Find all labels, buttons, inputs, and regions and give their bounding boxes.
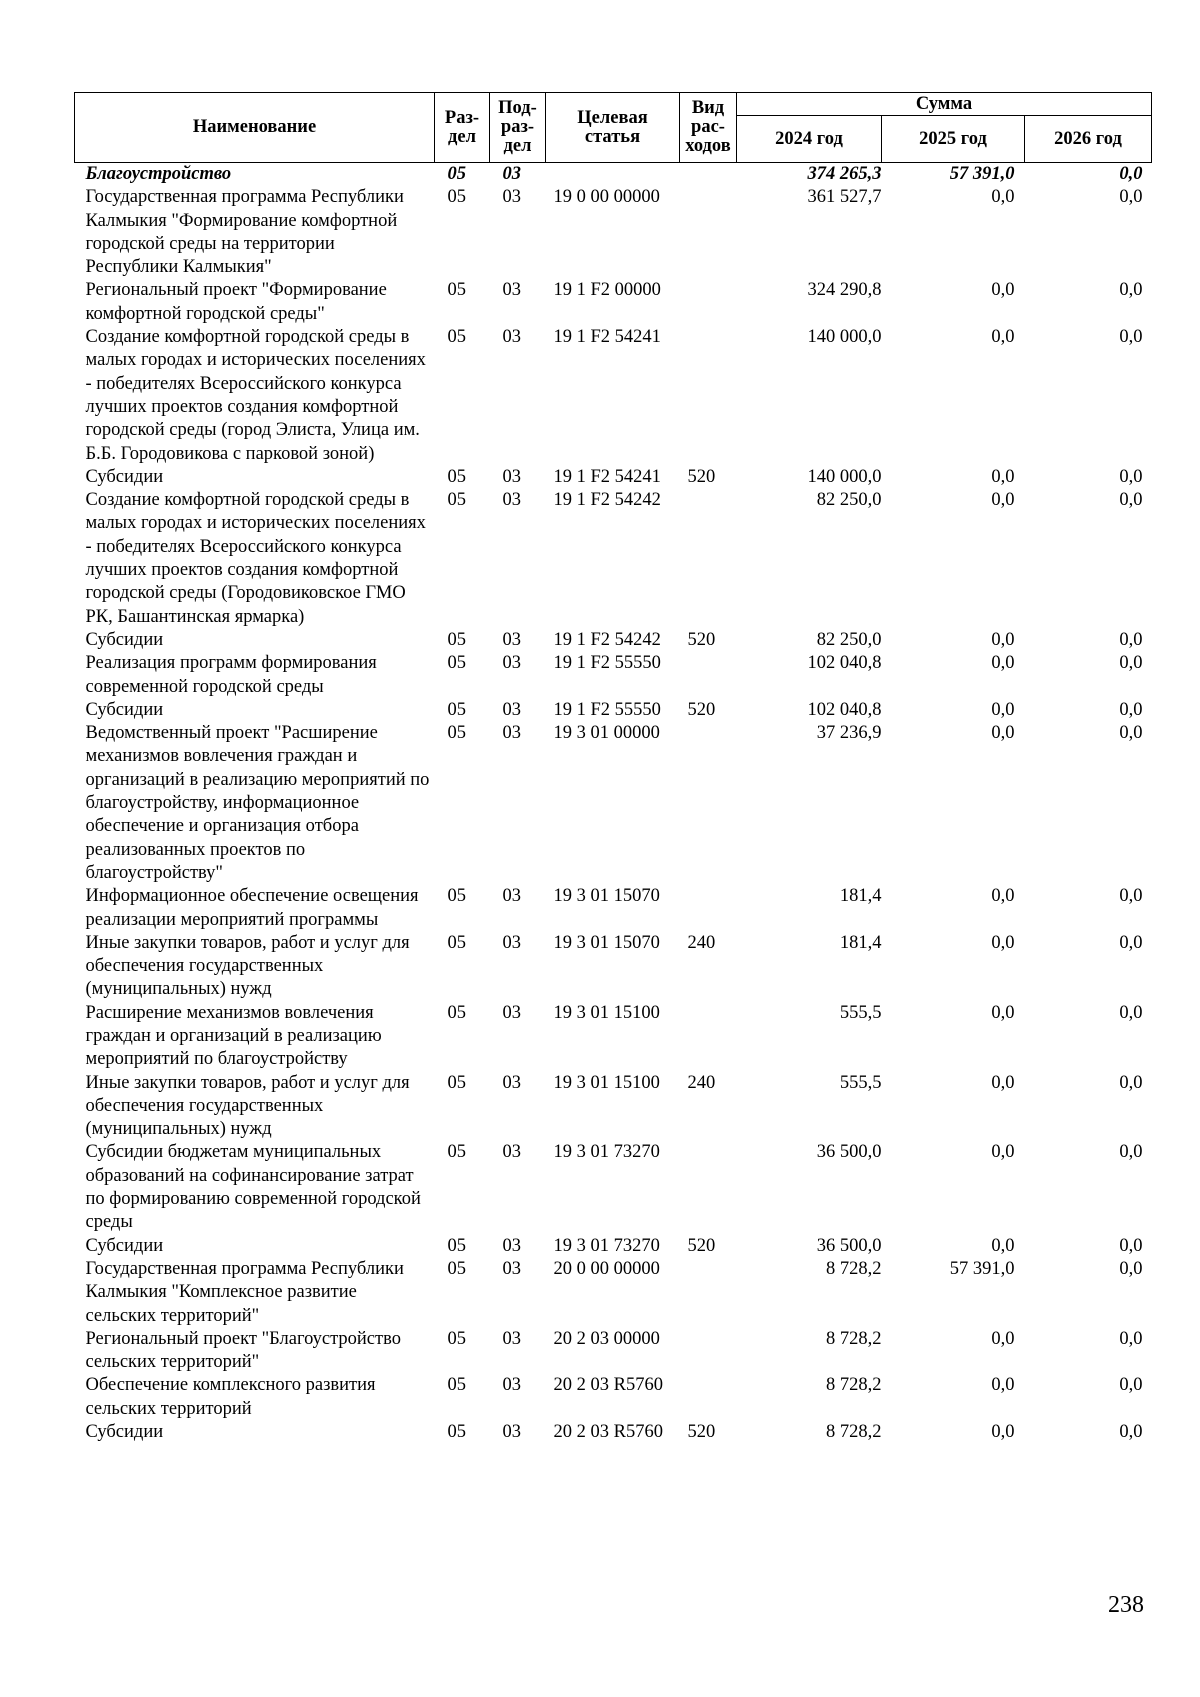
row-amount-2024: 37 236,9 bbox=[816, 723, 882, 744]
row-vid bbox=[680, 652, 737, 699]
row-name: Субсидии бюджетам муниципальных образований на софинансирование затрат по формированию современной городской среды bbox=[85, 1142, 421, 1233]
row-razdel: 05 bbox=[447, 1142, 466, 1163]
row-podrazdel: 03 bbox=[502, 1375, 521, 1396]
header-summa: Сумма bbox=[737, 93, 1152, 116]
row-razdel: 05 bbox=[447, 280, 466, 301]
row-razdel: 05 bbox=[447, 1072, 466, 1093]
section-row bbox=[75, 163, 1152, 187]
row-vid: 520 bbox=[687, 1235, 716, 1256]
table-row bbox=[75, 279, 1152, 326]
row-vid bbox=[680, 722, 737, 885]
row-podrazdel: 03 bbox=[502, 1235, 521, 1256]
row-statya: 19 1 F2 54242 bbox=[553, 490, 661, 511]
header-statya: Целевая статья bbox=[546, 93, 680, 163]
row-name: Обеспечение комплексного развития сельских территорий bbox=[85, 1375, 376, 1419]
row-podrazdel: 03 bbox=[502, 629, 521, 650]
row-statya: 19 3 01 73270 bbox=[553, 1142, 660, 1163]
row-amount-2026: 0,0 bbox=[1119, 886, 1143, 907]
header-podrazdel: Под- раз- дел bbox=[490, 93, 546, 163]
row-vid bbox=[680, 1258, 737, 1328]
row-amount-2026: 0,0 bbox=[1119, 723, 1143, 744]
row-razdel: 05 bbox=[447, 1375, 466, 1396]
row-vid bbox=[680, 186, 737, 279]
row-amount-2024: 8 728,2 bbox=[826, 1375, 882, 1396]
row-razdel: 05 bbox=[447, 653, 466, 674]
row-statya: 19 3 01 00000 bbox=[553, 723, 660, 744]
row-name: Информационное обеспечение освещения реализации мероприятий программы bbox=[85, 886, 419, 930]
table-header bbox=[75, 93, 1152, 163]
row-amount-2024: 181,4 bbox=[839, 932, 882, 953]
row-amount-2026: 0,0 bbox=[1119, 1258, 1143, 1279]
row-razdel: 05 bbox=[447, 1422, 466, 1443]
row-razdel: 05 bbox=[447, 1002, 466, 1023]
row-podrazdel: 03 bbox=[502, 187, 521, 208]
row-name: Расширение механизмов вовлечения граждан и организаций в реализацию мероприятий по благоустройству bbox=[85, 1002, 382, 1070]
row-amount-2026: 0,0 bbox=[1119, 1002, 1143, 1023]
row-amount-2025: 0,0 bbox=[991, 932, 1015, 953]
row-amount-2025: 0,0 bbox=[991, 466, 1015, 487]
row-podrazdel: 03 bbox=[502, 723, 521, 744]
row-podrazdel: 03 bbox=[502, 1258, 521, 1279]
row-vid: 240 bbox=[687, 1072, 716, 1093]
row-amount-2026: 0,0 bbox=[1119, 1328, 1143, 1349]
row-razdel: 05 bbox=[447, 699, 466, 720]
row-amount-2024: 102 040,8 bbox=[807, 653, 882, 674]
row-amount-2025: 0,0 bbox=[991, 1142, 1015, 1163]
row-amount-2026: 0,0 bbox=[1119, 466, 1143, 487]
row-amount-2025: 0,0 bbox=[991, 490, 1015, 511]
row-statya: 19 1 F2 00000 bbox=[553, 280, 661, 301]
budget-table bbox=[74, 92, 1152, 1444]
row-amount-2025: 57 391,0 bbox=[949, 1258, 1015, 1279]
row-amount-2025: 0,0 bbox=[991, 629, 1015, 650]
row-amount-2026: 0,0 bbox=[1119, 187, 1143, 208]
table-row bbox=[75, 1235, 1152, 1258]
row-podrazdel: 03 bbox=[502, 1142, 521, 1163]
row-name: Региональный проект "Формирование комфортной городской среды" bbox=[85, 280, 387, 324]
row-podrazdel: 03 bbox=[502, 1072, 521, 1093]
row-razdel: 05 bbox=[447, 327, 466, 348]
row-podrazdel: 03 bbox=[502, 886, 521, 907]
header-vid: Вид рас- ходов bbox=[680, 93, 737, 163]
row-statya: 19 3 01 15070 bbox=[553, 886, 660, 907]
table-row bbox=[75, 1421, 1152, 1444]
row-amount-2025: 0,0 bbox=[991, 1328, 1015, 1349]
row-amount-2026: 0,0 bbox=[1119, 1422, 1143, 1443]
row-vid: 520 bbox=[687, 699, 716, 720]
row-amount-2025: 0,0 bbox=[991, 699, 1015, 720]
row-statya: 19 1 F2 55550 bbox=[553, 653, 661, 674]
table-body bbox=[75, 163, 1152, 1445]
row-amount-2026: 0,0 bbox=[1119, 1375, 1143, 1396]
row-statya: 19 3 01 15100 bbox=[553, 1002, 660, 1023]
row-razdel: 05 bbox=[447, 1235, 466, 1256]
row-podrazdel: 03 bbox=[502, 327, 521, 348]
row-podrazdel: 03 bbox=[502, 1422, 521, 1443]
row-razdel: 05 bbox=[447, 723, 466, 744]
table-row bbox=[75, 699, 1152, 722]
row-name: Создание комфортной городской среды в малых городах и исторических поселениях - победителях Всероссийского конкурса лучших проектов создания комфортной городской среды (город Элиста, Улица им. Б.Б. Городовикова с парковой зоной) bbox=[85, 327, 426, 464]
row-podrazdel: 03 bbox=[502, 699, 521, 720]
row-podrazdel: 03 bbox=[502, 1328, 521, 1349]
row-statya bbox=[546, 163, 680, 187]
row-amount-2026: 0,0 bbox=[1119, 653, 1143, 674]
row-amount-2026: 0,0 bbox=[1119, 164, 1143, 184]
row-amount-2024: 361 527,7 bbox=[807, 187, 882, 208]
table-row bbox=[75, 932, 1152, 1002]
row-razdel: 05 bbox=[447, 164, 466, 184]
row-name: Субсидии bbox=[85, 466, 164, 487]
row-amount-2024: 374 265,3 bbox=[807, 164, 882, 184]
row-amount-2024: 8 728,2 bbox=[826, 1258, 882, 1279]
row-vid: 520 bbox=[687, 1422, 716, 1443]
row-amount-2024: 8 728,2 bbox=[826, 1422, 882, 1443]
row-vid bbox=[680, 1002, 737, 1072]
row-amount-2026: 0,0 bbox=[1119, 490, 1143, 511]
header-year-2026: 2026 год bbox=[1025, 116, 1152, 163]
row-amount-2024: 555,5 bbox=[839, 1002, 882, 1023]
row-amount-2025: 0,0 bbox=[991, 1422, 1015, 1443]
row-razdel: 05 bbox=[447, 886, 466, 907]
row-statya: 19 1 F2 55550 bbox=[553, 699, 661, 720]
row-name: Государственная программа Республики Калмыкия "Комплексное развитие сельских территорий" bbox=[85, 1258, 404, 1326]
row-amount-2026: 0,0 bbox=[1119, 280, 1143, 301]
row-vid: 520 bbox=[687, 466, 716, 487]
header-year-2024: 2024 год bbox=[737, 116, 882, 163]
row-amount-2025: 0,0 bbox=[991, 327, 1015, 348]
row-podrazdel: 03 bbox=[502, 466, 521, 487]
table-row bbox=[75, 722, 1152, 885]
row-statya: 19 3 01 15070 bbox=[553, 932, 660, 953]
row-podrazdel: 03 bbox=[502, 164, 521, 184]
row-razdel: 05 bbox=[447, 490, 466, 511]
row-amount-2025: 57 391,0 bbox=[949, 164, 1015, 184]
row-podrazdel: 03 bbox=[502, 653, 521, 674]
row-name: Субсидии bbox=[85, 699, 164, 720]
row-name: Региональный проект "Благоустройство сельских территорий" bbox=[85, 1328, 401, 1373]
row-statya: 20 0 00 00000 bbox=[553, 1258, 660, 1279]
row-razdel: 05 bbox=[447, 629, 466, 650]
page-number: 238 bbox=[1108, 1592, 1144, 1618]
table-row bbox=[75, 1374, 1152, 1421]
table-row bbox=[75, 1141, 1152, 1234]
row-amount-2025: 0,0 bbox=[991, 886, 1015, 907]
row-razdel: 05 bbox=[447, 1328, 466, 1349]
row-amount-2025: 0,0 bbox=[991, 1002, 1015, 1023]
table-row bbox=[75, 489, 1152, 629]
row-amount-2024: 8 728,2 bbox=[826, 1328, 882, 1349]
row-razdel: 05 bbox=[447, 1258, 466, 1279]
row-statya: 19 3 01 15100 bbox=[553, 1072, 660, 1093]
row-name: Государственная программа Республики Калмыкия "Формирование комфортной городской среды на территории Республики Калмыкия" bbox=[85, 187, 404, 278]
row-statya: 19 0 00 00000 bbox=[553, 187, 660, 208]
row-amount-2024: 555,5 bbox=[839, 1072, 882, 1093]
row-name: Иные закупки товаров, работ и услуг для обеспечения государственных (муниципальных) нужд bbox=[85, 1072, 410, 1140]
row-statya: 20 2 03 00000 bbox=[553, 1328, 660, 1349]
row-name: Субсидии bbox=[85, 1422, 164, 1443]
row-name: Реализация программ формирования современной городской среды bbox=[85, 653, 377, 697]
row-amount-2026: 0,0 bbox=[1119, 1235, 1143, 1256]
row-name: Субсидии bbox=[85, 629, 164, 650]
row-statya: 19 3 01 73270 bbox=[553, 1235, 660, 1256]
row-statya: 19 1 F2 54241 bbox=[553, 466, 661, 487]
header-year-2025: 2025 год bbox=[882, 116, 1025, 163]
row-razdel: 05 bbox=[447, 187, 466, 208]
row-vid bbox=[680, 326, 737, 466]
row-statya: 19 1 F2 54242 bbox=[553, 629, 661, 650]
row-podrazdel: 03 bbox=[502, 932, 521, 953]
row-vid bbox=[680, 279, 737, 326]
row-vid bbox=[680, 1328, 737, 1375]
table-row bbox=[75, 186, 1152, 279]
row-amount-2025: 0,0 bbox=[991, 1072, 1015, 1093]
row-amount-2026: 0,0 bbox=[1119, 699, 1143, 720]
table-row bbox=[75, 1072, 1152, 1142]
row-amount-2025: 0,0 bbox=[991, 187, 1015, 208]
row-vid bbox=[680, 489, 737, 629]
row-amount-2025: 0,0 bbox=[991, 653, 1015, 674]
row-amount-2024: 82 250,0 bbox=[816, 629, 882, 650]
row-razdel: 05 bbox=[447, 932, 466, 953]
row-vid bbox=[680, 163, 737, 187]
row-statya: 20 2 03 R5760 bbox=[553, 1375, 663, 1396]
table-row bbox=[75, 1002, 1152, 1072]
row-amount-2024: 36 500,0 bbox=[816, 1142, 882, 1163]
header-name: Наименование bbox=[75, 93, 435, 163]
table-row bbox=[75, 885, 1152, 932]
row-podrazdel: 03 bbox=[502, 1002, 521, 1023]
row-statya: 20 2 03 R5760 bbox=[553, 1422, 663, 1443]
table-row bbox=[75, 652, 1152, 699]
row-vid: 520 bbox=[687, 629, 716, 650]
row-amount-2024: 140 000,0 bbox=[807, 466, 882, 487]
table-row bbox=[75, 1328, 1152, 1375]
row-statya: 19 1 F2 54241 bbox=[553, 327, 661, 348]
row-podrazdel: 03 bbox=[502, 280, 521, 301]
row-name: Благоустройство bbox=[85, 164, 232, 184]
row-amount-2026: 0,0 bbox=[1119, 629, 1143, 650]
row-amount-2026: 0,0 bbox=[1119, 327, 1143, 348]
row-amount-2024: 102 040,8 bbox=[807, 699, 882, 720]
row-amount-2026: 0,0 bbox=[1119, 1142, 1143, 1163]
row-name: Создание комфортной городской среды в малых городах и исторических поселениях - победителях Всероссийского конкурса лучших проектов создания комфортной городской среды (Городовиковское ГМО РК, Башантинская ярмарка) bbox=[85, 490, 426, 627]
row-amount-2024: 181,4 bbox=[839, 886, 882, 907]
row-amount-2024: 82 250,0 bbox=[816, 490, 882, 511]
table-row bbox=[75, 466, 1152, 489]
table-row bbox=[75, 326, 1152, 466]
row-name: Субсидии bbox=[85, 1235, 164, 1256]
row-razdel: 05 bbox=[447, 466, 466, 487]
table-row bbox=[75, 1258, 1152, 1328]
row-amount-2025: 0,0 bbox=[991, 280, 1015, 301]
row-amount-2026: 0,0 bbox=[1119, 932, 1143, 953]
row-vid: 240 bbox=[687, 932, 716, 953]
table-row bbox=[75, 629, 1152, 652]
row-amount-2024: 36 500,0 bbox=[816, 1235, 882, 1256]
row-amount-2024: 324 290,8 bbox=[807, 280, 882, 301]
row-amount-2025: 0,0 bbox=[991, 723, 1015, 744]
row-amount-2024: 140 000,0 bbox=[807, 327, 882, 348]
row-vid bbox=[680, 1374, 737, 1421]
row-amount-2025: 0,0 bbox=[991, 1375, 1015, 1396]
row-podrazdel: 03 bbox=[502, 490, 521, 511]
row-vid bbox=[680, 1141, 737, 1234]
row-amount-2025: 0,0 bbox=[991, 1235, 1015, 1256]
row-vid bbox=[680, 885, 737, 932]
header-razdel: Раз- дел bbox=[435, 93, 490, 163]
row-name: Ведомственный проект "Расширение механизмов вовлечения граждан и организаций в реализацию мероприятий по благоустройству, информационное обеспечение и организация отбора реализованных проектов по благоустройству" bbox=[85, 723, 430, 883]
row-name: Иные закупки товаров, работ и услуг для обеспечения государственных (муниципальных) нужд bbox=[85, 932, 410, 1000]
row-amount-2026: 0,0 bbox=[1119, 1072, 1143, 1093]
